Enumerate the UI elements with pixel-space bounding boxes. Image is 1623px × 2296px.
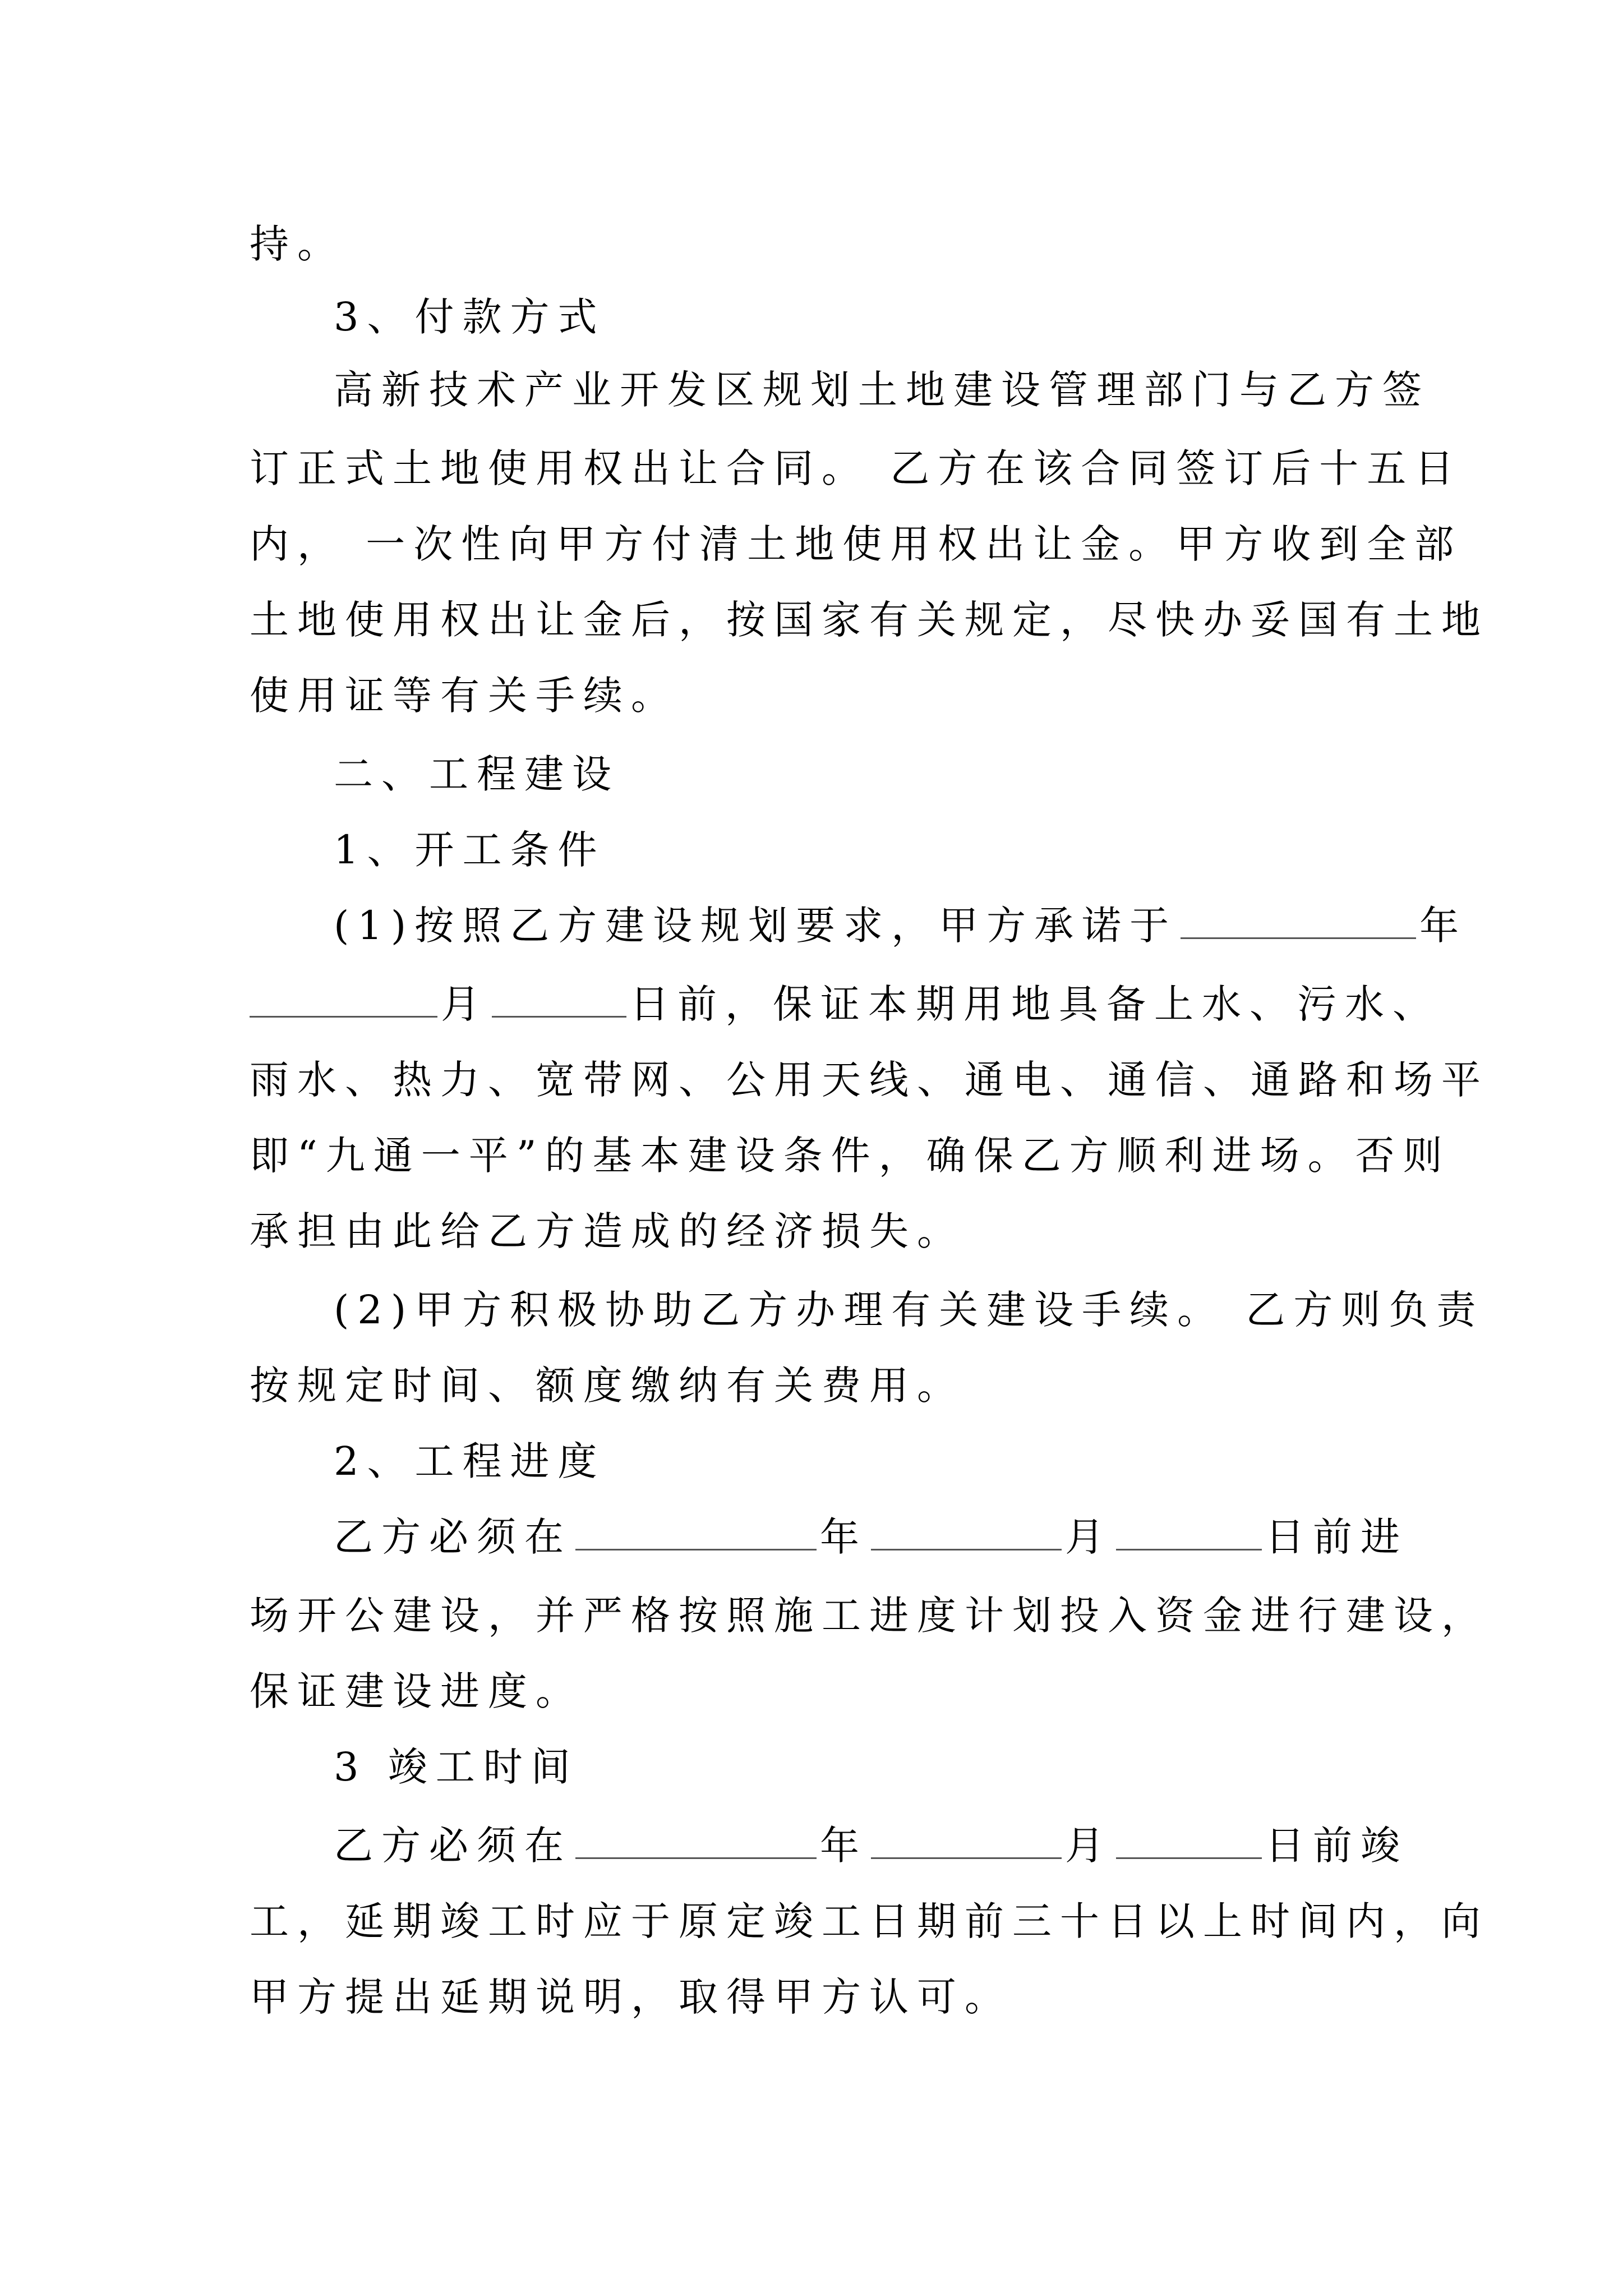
text-line	[250, 1582, 1489, 1649]
text-segment: 年	[820, 1514, 868, 1560]
text-segment: 1、开工条件	[334, 827, 606, 873]
text-line	[250, 1658, 1399, 1725]
text-line	[250, 1352, 1399, 1419]
text-segment: 月	[1065, 1823, 1113, 1869]
section-heading	[334, 1733, 1399, 1801]
text-segment: (1)按照乙方建设规划要求，甲方承诺于	[334, 903, 1178, 949]
text-line	[334, 1812, 1408, 1879]
text-segment: 保证建设进度。	[250, 1668, 583, 1714]
fill-blank	[1116, 1512, 1262, 1550]
text-segment: 按规定时间、额度缴纳有关费用。	[250, 1363, 965, 1409]
text-segment: 乙方必须在	[334, 1823, 572, 1869]
text-segment: 雨水、热力、宽带网、公用天线、通电、通信、通路和场平	[250, 1057, 1489, 1103]
text-line	[250, 435, 1463, 502]
text-line	[250, 970, 1440, 1038]
text-segment: 工，延期竣工时应于原定竣工日期前三十日以上时间内，向	[250, 1898, 1489, 1944]
text-segment: 使用证等有关手续。	[250, 673, 679, 719]
text-segment: 高新技术产业开发区规划土地建设管理部门与乙方签	[334, 367, 1430, 413]
text-line	[250, 1046, 1489, 1114]
text-line	[250, 1963, 1399, 2031]
text-line	[250, 210, 1399, 278]
fill-blank	[575, 1512, 817, 1550]
text-segment: (2)甲方积极协助乙方办理有关建设手续。 乙方则负责	[334, 1287, 1484, 1333]
text-line	[250, 1888, 1489, 1955]
text-segment: 持。	[250, 221, 345, 267]
text-line	[250, 1198, 1399, 1265]
text-segment: 3 竣工时间	[334, 1744, 579, 1790]
text-segment: 承担由此给乙方造成的经济损失。	[250, 1208, 965, 1254]
section-heading	[334, 1428, 1399, 1495]
text-segment: 内， 一次性向甲方付清土地使用权出让金。甲方收到全部	[250, 521, 1463, 567]
text-line	[334, 356, 1430, 424]
text-segment: 场开公建设，并严格按照施工进度计划投入资金进行建设，	[250, 1593, 1489, 1639]
fill-blank	[575, 1820, 817, 1859]
text-segment: 日前竣	[1265, 1823, 1408, 1869]
section-heading	[334, 740, 1399, 808]
text-line	[334, 892, 1468, 959]
text-segment: 2、工程进度	[334, 1438, 606, 1484]
text-segment: 土地使用权出让金后，按国家有关规定，尽快办妥国有土地	[250, 597, 1489, 643]
fill-blank	[1116, 1820, 1262, 1859]
section-heading	[334, 283, 1399, 351]
text-segment: 月	[1065, 1514, 1113, 1560]
text-segment: 二、工程建设	[334, 751, 620, 797]
text-line	[334, 1276, 1484, 1343]
fill-blank	[871, 1820, 1062, 1859]
text-segment: 日前，保证本期用地具备上水、污水、	[630, 981, 1440, 1027]
fill-blank	[492, 979, 626, 1018]
text-segment: 3、付款方式	[334, 294, 606, 340]
fill-blank	[871, 1512, 1062, 1550]
text-segment: 年	[1419, 903, 1468, 949]
fill-blank	[1181, 900, 1416, 939]
text-segment: 年	[820, 1823, 868, 1869]
text-line	[334, 1503, 1408, 1571]
text-segment: 日前进	[1265, 1514, 1408, 1560]
section-heading	[334, 816, 1399, 884]
text-segment: 即“九通一平”的基本建设条件，确保乙方顺利进场。否则	[250, 1133, 1451, 1179]
text-line	[250, 510, 1463, 578]
text-segment: 月	[441, 981, 488, 1027]
fill-blank	[250, 979, 437, 1018]
text-line	[250, 586, 1489, 654]
text-segment: 订正式土地使用权出让合同。 乙方在该合同签订后十五日	[250, 445, 1463, 491]
text-segment: 乙方必须在	[334, 1514, 572, 1560]
text-line	[250, 1122, 1451, 1189]
text-segment: 甲方提出延期说明，取得甲方认可。	[250, 1974, 1012, 2020]
text-line	[250, 662, 1399, 729]
